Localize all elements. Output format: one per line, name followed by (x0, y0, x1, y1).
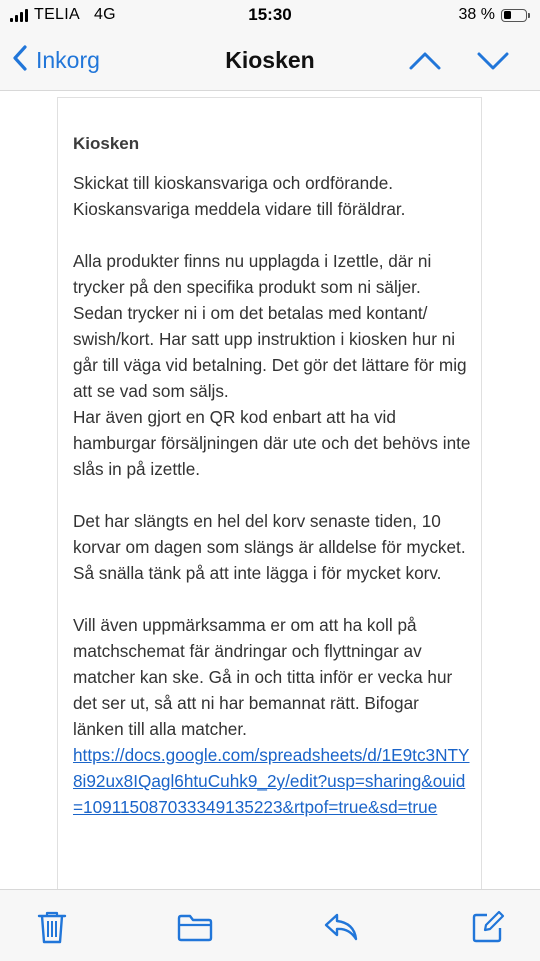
chevron-up-icon (408, 63, 442, 80)
reply-icon (323, 929, 359, 946)
previous-message-button[interactable] (408, 46, 442, 81)
compose-icon (471, 931, 505, 948)
message-paragraph: Vill även uppmärksamma er om att ha koll på matchschemat fär ändringar och flyttningar av matcher kan ske. Gå in och titta inför er vecka hur det ser ut, så att ni har bemannat rätt. Bifogar länken till alla matcher. (73, 615, 453, 739)
message-heading: Kiosken (73, 134, 140, 153)
chevron-down-icon (476, 63, 510, 80)
reply-button[interactable] (323, 912, 359, 947)
status-right (459, 6, 530, 24)
delete-button[interactable] (37, 910, 67, 949)
network-type: 4G (93, 6, 116, 23)
message-box (57, 97, 482, 889)
bottom-toolbar (0, 889, 540, 961)
spreadsheet-link[interactable]: https://docs.google.com/spreadsheets/d/1E9tc3NTY8i92ux8IQagl6htuCuhk9_2y/edit?usp=sharing&ouid=109115087033349135223&rtpof=true&sd=true (73, 745, 470, 817)
trash-icon (37, 931, 67, 948)
battery-cap (528, 13, 530, 18)
status-bar (0, 0, 540, 32)
page-title: Kiosken (225, 47, 315, 73)
next-message-button[interactable] (476, 46, 510, 81)
nav-bar (0, 32, 540, 91)
battery-percent: 38 % (458, 6, 495, 23)
back-label: Inkorg (36, 47, 100, 73)
message-content[interactable] (0, 91, 540, 889)
message-paragraph: Alla produkter finns nu upplagda i Izettle, där ni trycker på den specifika produkt som ni säljer. Sedan trycker ni i om det betalas med kontant/ swish/kort. Har satt upp instruktion i kiosken hur ni går till väga vid betalning. Det gör det lättare för mig att se vad som säljs. (73, 251, 467, 401)
compose-button[interactable] (471, 910, 505, 949)
message-paragraph: Skickat till kioskansvariga och ordförande. Kioskansvariga meddela vidare till föräldrar. (73, 173, 406, 219)
message-paragraph: Har även gjort en QR kod enbart att ha vid hamburgar försäljningen där ute och det behövs inte slås in på izettle. (73, 407, 471, 479)
battery-fill (504, 11, 512, 19)
carrier-name: TELIA (34, 6, 80, 23)
folder-icon (177, 929, 213, 946)
message-paragraph: Det har slängts en hel del korv senaste tiden, 10 korvar om dagen som slängs är alldelse för mycket. Så snälla tänk på att inte lägga i för mycket korv. (73, 511, 466, 583)
move-to-folder-button[interactable] (177, 914, 213, 947)
battery-icon (501, 9, 527, 22)
message-body (73, 170, 473, 820)
status-time: 15:30 (248, 5, 292, 24)
